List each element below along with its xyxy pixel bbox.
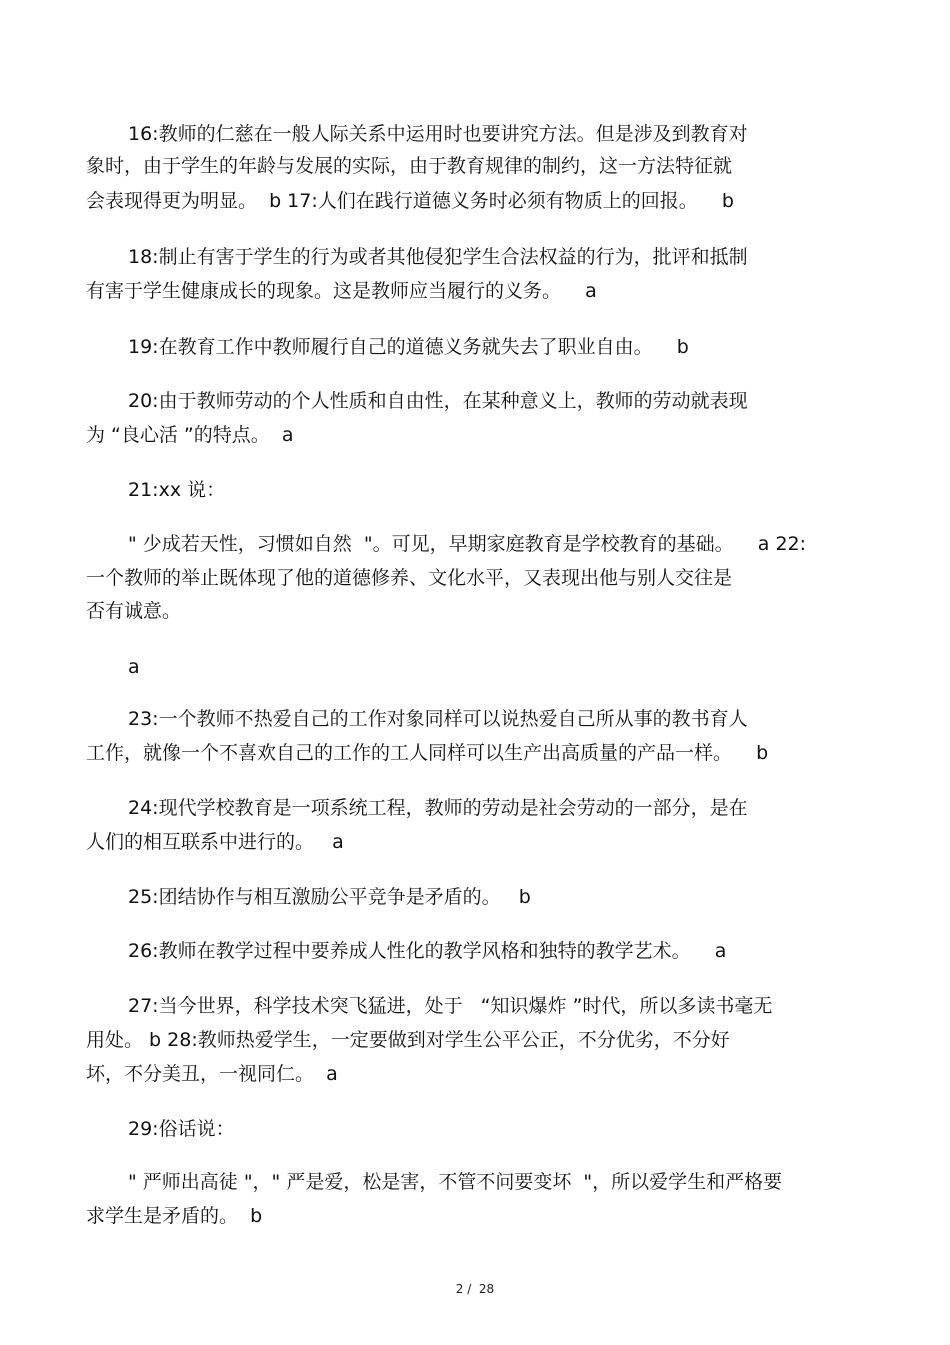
text-line: 16:教师的仁慈在一般人际关系中运用时也要讲究方法。但是涉及到教育对 [128,123,748,145]
text-line: a [128,656,140,678]
text-line: " 严师出高徒 "，" 严是爱，松是害，不管不问要变坏 "，所以爱学生和严格要 [128,1171,783,1193]
text-line: 人们的相互联系中进行的。 a [86,831,344,853]
text-line: 20:由于教师劳动的个人性质和自由性，在某种意义上，教师的劳动就表现 [128,390,748,412]
text-line: 有害于学生健康成长的现象。这是教师应当履行的义务。 a [86,280,597,302]
text-line: 23:一个教师不热爱自己的工作对象同样可以说热爱自己所从事的教书育人 [128,708,748,730]
text-line: 24:现代学校教育是一项系统工程，教师的劳动是社会劳动的一部分，是在 [128,797,748,819]
text-line: 21:xx 说： [128,479,226,501]
text-line: 26:教师在教学过程中要养成人性化的教学风格和独特的教学艺术。 a [128,940,727,962]
page-number: 2 / 28 [455,1282,495,1296]
text-line: 18:制止有害于学生的行为或者其他侵犯学生合法权益的行为，批评和抵制 [128,246,748,268]
text-line: 一个教师的举止既体现了他的道德修养、文化水平，又表现出他与别人交往是 [86,567,733,589]
text-line: 29:俗话说： [128,1118,235,1140]
text-line: 用处。 b 28:教师热爱学生，一定要做到对学生公平公正，不分优劣，不分好 [86,1029,730,1051]
text-line: 会表现得更为明显。 b 17:人们在践行道德义务时必须有物质上的回报。 b [86,190,734,212]
text-line: 象时，由于学生的年龄与发展的实际，由于教育规律的制约，这一方法特征就 [86,155,733,177]
text-line: 为 “良心活 ”的特点。 a [86,424,294,446]
text-line: " 少成若天性，习惯如自然 "。可见，早期家庭教育是学校教育的基础。 a 22: [128,533,807,555]
text-line: 19:在教育工作中教师履行自己的道德义务就失去了职业自由。 b [128,336,689,358]
text-line: 25:团结协作与相互激励公平竞争是矛盾的。 b [128,886,531,908]
text-line: 坏，不分美丑，一视同仁。 a [86,1063,338,1085]
text-line: 否有诚意。 [86,600,182,622]
text-line: 27:当今世界，科学技术突飞猛进，处于 “知识爆炸 ”时代，所以多读书毫无 [128,995,773,1017]
text-line: 工作，就像一个不喜欢自己的工作的工人同样可以生产出高质量的产品一样。 b [86,742,769,764]
text-line: 求学生是矛盾的。 b [86,1205,263,1227]
